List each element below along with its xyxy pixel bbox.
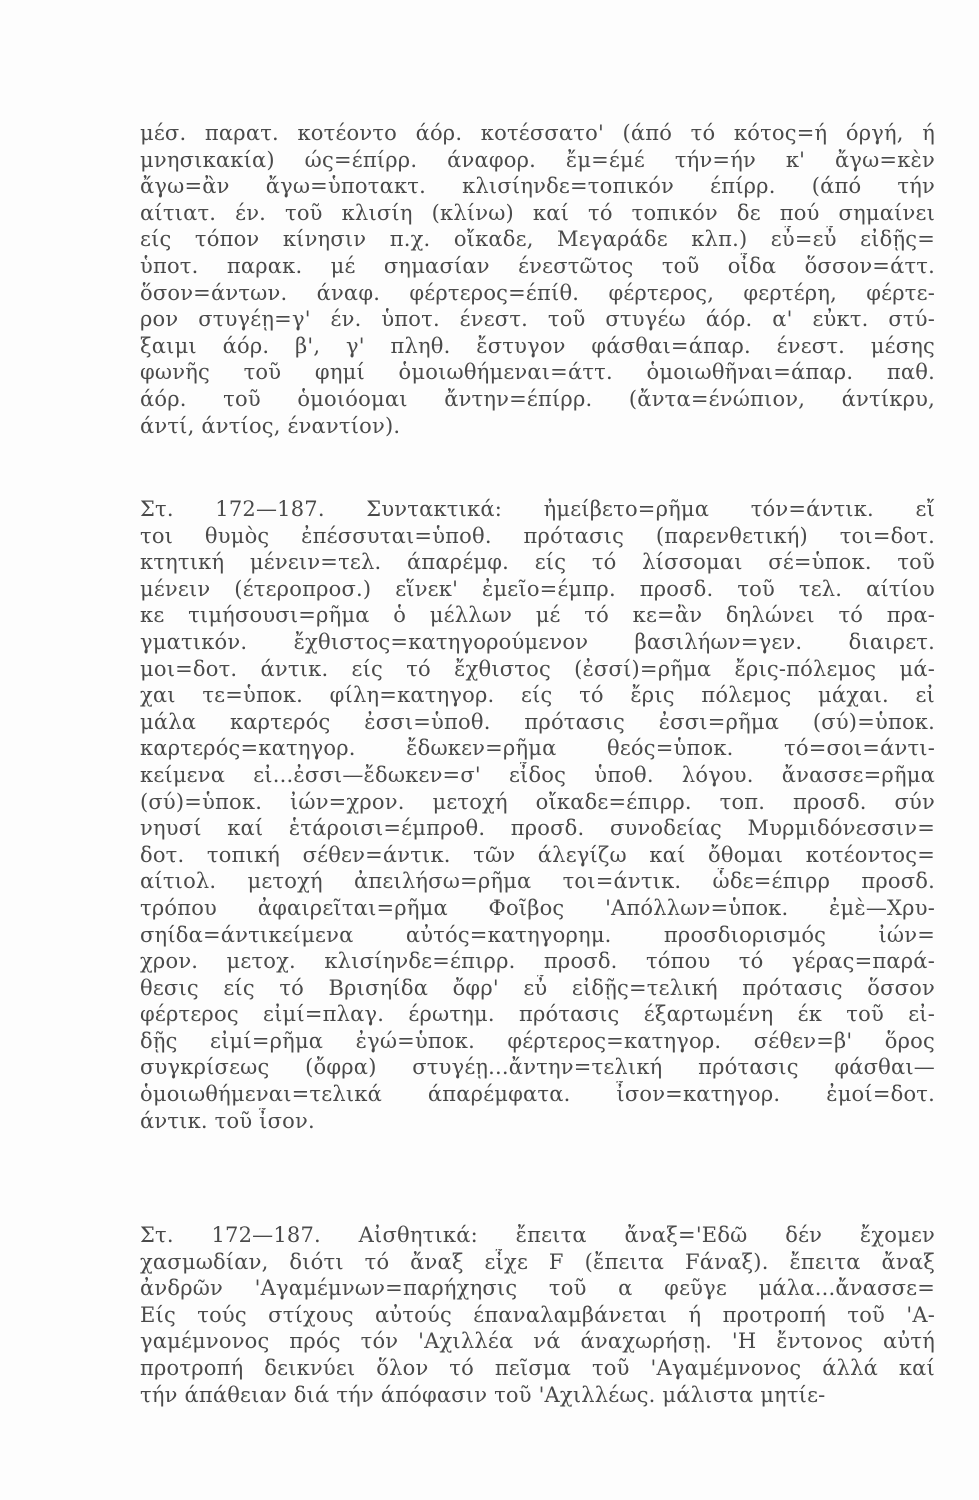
text-line: άντικ. τοῦ ἶσον. bbox=[140, 1108, 315, 1133]
text-line: ἀνδρῶν 'Αγαμέμνων=παρήχησις τοῦ α φεῦγε μάλα...ἄνασσε= bbox=[140, 1276, 935, 1301]
text-line: ὑποτ. παρακ. μέ σημασίαν ένεστῶτος τοῦ οἶδα ὅσσον=άττ. bbox=[140, 253, 935, 278]
text-line: ρον στυγέῃ=γ' έν. ὑποτ. ένεστ. τοῦ στυγέω άόρ. α' εὐκτ. στύ- bbox=[140, 307, 935, 332]
text-line: άντί, άντίος, έναντίον). bbox=[140, 413, 401, 438]
text-line: ὅσον=άντων. άναφ. φέρτερος=έπίθ. φέρτερος, φερτέρη, φέρτε- bbox=[140, 280, 935, 305]
text-line: κε τιμήσουσι=ρῆμα ὁ μέλλων μέ τό κε=ἂν δηλώνει τό πρα- bbox=[140, 603, 935, 628]
text-line: θεσις είς τό Βρισηίδα ὄφρ' εὖ εἰδῇς=τελική πρότασις ὅσσον bbox=[140, 975, 935, 1000]
text-line: κείμενα εἰ...ἐσσι—ἔδωκεν=σ' εἶδος ὑποθ. λόγου. ἄνασσε=ρῆμα bbox=[140, 762, 935, 787]
text-line: φέρτερος εἰμί=πλαγ. έρωτημ. πρότασις έξαρτωμένη έκ τοῦ εἰ- bbox=[140, 1002, 935, 1027]
text-line: συγκρίσεως (ὄφρα) στυγέῃ...ἄντην=τελική πρότασις φάσθαι— bbox=[140, 1055, 935, 1080]
text-line: Στ. 172—187. Συντακτικά: ἠμείβετο=ρῆμα τόν=άντικ. εἴ bbox=[140, 497, 935, 521]
text-line: γαμέμνονος πρός τόν 'Αχιλλέα νά άναχωρήσῃ. 'Η ἔντονος αὐτή bbox=[140, 1329, 935, 1354]
paragraph-vocabulary bbox=[140, 120, 935, 439]
text-line: δοτ. τοπική σέθεν=άντικ. τῶν άλεγίζω καί ὄθομαι κοτέοντος= bbox=[140, 842, 935, 867]
paragraph-aesthetics bbox=[140, 1222, 935, 1408]
text-line: αίτιατ. έν. τοῦ κλισίη (κλίνω) καί τό τοπικόν δε πού σημαίνει bbox=[140, 200, 935, 225]
text-line: ξαιμι άόρ. β', γ' πληθ. ἔστυγον φάσθαι=άπαρ. ένεστ. μέσης bbox=[140, 333, 935, 358]
paragraph-syntax bbox=[140, 496, 935, 1134]
text-line: τήν άπάθειαν διά τήν άπόφασιν τοῦ 'Αχιλλέως. μάλιστα μητίε- bbox=[140, 1382, 826, 1407]
text-line: είς τόπον κίνησιν π.χ. οἴκαδε, Μεγαράδε κλπ.) εὖ=εὖ εἰδῇς= bbox=[140, 227, 935, 252]
text-line: ὁμοιωθήμεναι=τελικά άπαρέμφατα. ἶσον=κατηγορ. ἐμοί=δοτ. bbox=[140, 1082, 935, 1107]
text-line: σηίδα=άντικείμενα αὐτός=κατηγορημ. προσδιορισμός ἰών= bbox=[140, 922, 935, 947]
text-line: αίτιολ. μετοχή ἀπειλήσω=ρῆμα τοι=άντικ. ὧδε=έπιρρ προσδ. bbox=[140, 869, 935, 894]
text-line: (σύ)=ὑποκ. ἰών=χρον. μετοχή οἴκαδε=έπιρρ. τοπ. προσδ. σύν bbox=[140, 789, 935, 814]
text-line: τρόπου ἀφαιρεῖται=ρῆμα Φοῖβος 'Απόλλων=ὑποκ. ἐμὲ—Χρυ- bbox=[140, 895, 935, 920]
text-line: χασμωδίαν, διότι τό ἄναξ εἶχε F (ἔπειτα Fάναξ). ἔπειτα ἄναξ bbox=[140, 1249, 935, 1274]
text-line: άόρ. τοῦ ὁμοιόομαι ἄντην=έπίρρ. (ἄντα=ένώπιον, άντίκρυ, bbox=[140, 386, 935, 411]
text-line: δῇς εἰμί=ρῆμα ἐγώ=ὑποκ. φέρτερος=κατηγορ. σέθεν=β' ὅρος bbox=[140, 1028, 935, 1053]
text-line: νηυσί καί ἑτάροισι=έμπροθ. προσδ. συνοδείας Μυρμιδόνεσσιν= bbox=[140, 816, 935, 841]
text-line: χρον. μετοχ. κλισίηνδε=έπιρρ. προσδ. τόπου τό γέρας=παρά- bbox=[140, 949, 935, 974]
text-line: κτητική μένειν=τελ. άπαρέμφ. είς τό λίσσομαι σέ=ὑποκ. τοῦ bbox=[140, 550, 935, 575]
text-line: προτροπή δεικνύει ὅλον τό πεῖσμα τοῦ 'Αγαμέμνονος άλλά καί bbox=[140, 1355, 935, 1380]
text-line: φωνῆς τοῦ φημί ὁμοιωθήμεναι=άττ. ὁμοιωθῆναι=άπαρ. παθ. bbox=[140, 360, 935, 385]
text-line: Είς τούς στίχους αὐτούς έπαναλαμβάνεται ή προτροπή τοῦ 'Α- bbox=[140, 1302, 935, 1327]
text-line: Στ. 172—187. Αἰσθητικά: ἔπειτα ἄναξ='Εδῶ δέν ἔχομεν bbox=[140, 1223, 935, 1247]
text-line: μέσ. παρατ. κοτέοντο άόρ. κοτέσσατο' (άπό τό κότος=ή όργή, ή bbox=[140, 121, 935, 145]
text-line: γματικόν. ἔχθιστος=κατηγορούμενον βασιλήων=γεν. διαιρετ. bbox=[140, 629, 935, 654]
text-line: ἄγω=ἂν ἄγω=ὑποτακτ. κλισίηνδε=τοπικόν έπίρρ. (άπό τήν bbox=[140, 174, 935, 199]
text-line: μάλα καρτερός ἐσσι=ὑποθ. πρότασις ἐσσι=ρῆμα (σύ)=ὑποκ. bbox=[140, 709, 935, 734]
text-line: καρτερός=κατηγορ. ἔδωκεν=ρῆμα θεός=ὑποκ. τό=σοι=άντι- bbox=[140, 736, 935, 761]
text-line: χαι τε=ὑποκ. φίλη=κατηγορ. είς τό ἔρις πόλεμος μάχαι. εἰ bbox=[140, 683, 935, 708]
text-line: τοι θυμὸς ἐπέσσυται=ὑποθ. πρότασις (παρενθετική) τοι=δοτ. bbox=[140, 523, 935, 548]
text-line: μνησικακία) ώς=έπίρρ. άναφορ. ἔμ=έμέ τήν=ήν κ' ἄγω=κὲν bbox=[140, 147, 935, 172]
text-line: μοι=δοτ. άντικ. είς τό ἔχθιστος (ἐσσί)=ρῆμα ἔρις-πόλεμος μά- bbox=[140, 656, 935, 681]
text-line: μένειν (έτεροπροσ.) εἵνεκ' ἐμεῖο=έμπρ. προσδ. τοῦ τελ. αίτίου bbox=[140, 576, 935, 601]
